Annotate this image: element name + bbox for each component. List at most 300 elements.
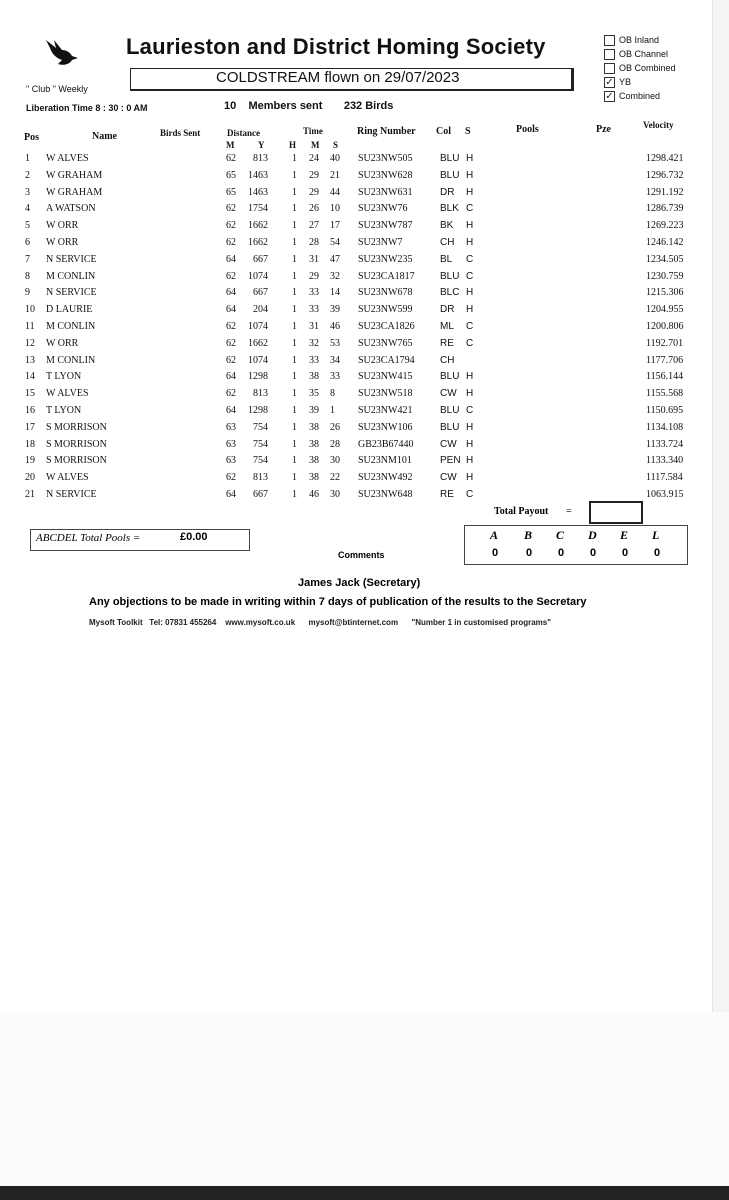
cell-s: H <box>466 220 474 232</box>
table-row <box>0 338 712 355</box>
cell-velocity: 1286.739 <box>646 203 684 215</box>
cell-ring: SU23NW631 <box>358 186 413 198</box>
cell-dist-m: 64 <box>226 304 236 316</box>
cell-time-s: 40 <box>330 153 340 164</box>
table-row <box>0 220 712 237</box>
cell-ring: SU23NW599 <box>358 304 413 316</box>
cell-dist-y: 813 <box>253 472 268 484</box>
cell-time-h: 1 <box>292 304 297 316</box>
cell-col: BLU <box>440 371 460 383</box>
cell-s: H <box>466 287 474 299</box>
table-row <box>0 439 712 456</box>
pool-letter: D <box>588 528 597 542</box>
cell-dist-m: 64 <box>226 405 236 416</box>
table-row <box>0 203 712 220</box>
society-title: Laurieston and District Homing Society <box>126 34 546 59</box>
cell-col: BLU <box>440 153 460 164</box>
cell-col: BLU <box>440 405 460 416</box>
cell-name: S MORRISON <box>46 455 107 467</box>
cell-ring: SU23NW505 <box>358 153 413 164</box>
cell-ring: SU23NW787 <box>358 220 413 232</box>
cell-ring: SU23NW518 <box>358 388 413 400</box>
cell-s: C <box>466 203 474 215</box>
header-pze: Pze <box>596 124 611 135</box>
cell-dist-m: 63 <box>226 455 236 467</box>
cell-col: BL <box>440 253 453 265</box>
pool-value: 0 <box>654 547 661 559</box>
cell-name: D LAURIE <box>46 304 93 316</box>
cell-s: H <box>466 237 474 248</box>
option-yb[interactable]: ✓ YB <box>605 76 632 88</box>
cell-pos: 14 <box>25 371 35 383</box>
cell-velocity: 1117.584 <box>646 472 683 484</box>
cell-dist-y: 667 <box>253 287 268 299</box>
option-ob-channel[interactable]: OB Channel <box>604 47 676 61</box>
cell-time-h: 1 <box>292 203 297 215</box>
cell-ring: SU23NW7 <box>358 237 403 248</box>
cell-dist-y: 204 <box>253 304 268 316</box>
members-sent: 10 Members sent 232 Birds <box>224 100 394 112</box>
cell-velocity: 1133.340 <box>646 455 684 467</box>
pool-letter: B <box>524 528 533 542</box>
cell-time-s: 22 <box>330 472 340 484</box>
cell-pos: 4 <box>25 203 30 215</box>
cell-col: BLU <box>440 169 460 181</box>
cell-velocity: 1155.568 <box>646 388 684 400</box>
cell-pos: 13 <box>25 354 35 366</box>
cell-col: CH <box>440 237 455 248</box>
cell-velocity: 1234.505 <box>646 253 684 265</box>
cell-dist-y: 813 <box>253 153 268 164</box>
cell-dist-y: 1662 <box>248 237 268 248</box>
pool-value: 0 <box>622 547 629 559</box>
cell-time-m: 31 <box>309 253 319 265</box>
cell-pos: 8 <box>25 270 30 282</box>
cell-velocity: 1215.306 <box>646 287 684 299</box>
cell-time-m: 28 <box>309 237 319 248</box>
option-combined[interactable]: ✓ Combined <box>605 90 661 102</box>
cell-dist-y: 1754 <box>248 203 268 215</box>
cell-name: W GRAHAM <box>46 186 103 198</box>
cell-time-m: 46 <box>309 489 319 500</box>
table-row <box>0 170 712 187</box>
cell-time-m: 33 <box>309 287 319 299</box>
cell-ring: SU23NW492 <box>358 472 413 484</box>
cell-s: C <box>466 253 474 265</box>
cell-col: DR <box>440 186 455 198</box>
cell-time-s: 30 <box>330 455 340 467</box>
total-payout-box <box>589 501 643 524</box>
cell-time-s: 1 <box>330 405 335 416</box>
header-time: Time <box>303 126 323 136</box>
pool-value: 0 <box>492 547 499 559</box>
header-name: Name <box>92 131 117 142</box>
cell-time-s: 14 <box>330 287 340 299</box>
checkbox[interactable] <box>604 49 615 60</box>
cell-velocity: 1269.223 <box>646 220 684 232</box>
cell-time-h: 1 <box>292 388 297 400</box>
cell-col: ML <box>440 321 454 332</box>
cell-dist-y: 754 <box>253 438 268 450</box>
cell-dist-m: 62 <box>226 153 236 164</box>
cell-pos: 12 <box>25 337 35 349</box>
header-birds-sent: Birds Sent <box>160 128 201 138</box>
header-col: Col <box>436 126 451 137</box>
cell-s: C <box>466 270 474 282</box>
cell-velocity: 1134.108 <box>646 421 684 433</box>
cell-name: W ORR <box>46 337 79 349</box>
table-row <box>0 388 712 405</box>
table-row <box>0 472 712 489</box>
cell-velocity: 1291.192 <box>646 186 684 198</box>
cell-ring: SU23NW648 <box>358 489 413 500</box>
option-ob-inland[interactable]: OB Inland <box>604 33 676 47</box>
cell-name: N SERVICE <box>46 253 97 265</box>
checkbox[interactable] <box>604 35 615 46</box>
page-edge <box>712 0 729 1012</box>
table-row <box>0 254 712 271</box>
cell-ring: SU23NM101 <box>358 455 412 467</box>
cell-col: CW <box>440 472 457 484</box>
cell-dist-y: 667 <box>253 253 268 265</box>
cell-time-m: 26 <box>309 203 319 215</box>
cell-dist-y: 1662 <box>248 220 268 232</box>
cell-ring: SU23NW678 <box>358 287 413 299</box>
cell-name: W ALVES <box>46 472 89 484</box>
objections-note: Any objections to be made in writing within 7 days of publication of the results to the Secretary <box>89 596 587 608</box>
cell-time-s: 39 <box>330 304 340 316</box>
club-label: " Club " Weekly <box>26 84 88 94</box>
pools-total-label: ABCDEL Total Pools = <box>36 532 141 544</box>
table-row <box>0 321 712 338</box>
pool-letter: A <box>490 528 499 542</box>
cell-time-m: 38 <box>309 421 319 433</box>
scan-edge <box>0 1186 729 1200</box>
cell-s: H <box>466 388 474 400</box>
cell-velocity: 1204.955 <box>646 304 684 316</box>
cell-dist-y: 1298 <box>248 405 268 416</box>
option-ob-combined[interactable]: OB Combined <box>604 61 676 75</box>
cell-time-h: 1 <box>292 270 297 282</box>
cell-col: PEN <box>440 455 461 467</box>
table-row <box>0 271 712 288</box>
cell-col: RE <box>440 337 454 349</box>
cell-dist-y: 667 <box>253 489 268 500</box>
cell-time-s: 46 <box>330 321 340 332</box>
cell-ring: SU23NW415 <box>358 371 413 383</box>
table-row <box>0 237 712 254</box>
cell-name: W ORR <box>46 237 79 248</box>
cell-time-m: 29 <box>309 169 319 181</box>
checkbox[interactable]: ✓ <box>605 90 614 102</box>
cell-pos: 21 <box>25 489 35 500</box>
cell-name: N SERVICE <box>46 287 97 299</box>
cell-name: M CONLIN <box>46 321 96 332</box>
cell-pos: 2 <box>25 169 30 181</box>
cell-velocity: 1230.759 <box>646 270 684 282</box>
cell-ring: SU23CA1817 <box>358 270 415 282</box>
cell-time-h: 1 <box>292 371 297 383</box>
cell-dist-m: 63 <box>226 438 236 450</box>
cell-velocity: 1150.695 <box>646 405 684 416</box>
pigeon-icon <box>44 36 80 68</box>
header-pools: Pools <box>516 124 539 135</box>
cell-time-h: 1 <box>292 405 297 416</box>
cell-ring: GB23B67440 <box>358 438 414 450</box>
cell-dist-m: 62 <box>226 220 236 232</box>
pools-total-value: £0.00 <box>180 531 208 543</box>
cell-col: RE <box>440 489 454 500</box>
cell-time-m: 27 <box>309 220 319 232</box>
cell-s: C <box>466 337 474 349</box>
header-dist-m: M <box>226 140 235 150</box>
table-row <box>0 371 712 388</box>
cell-dist-y: 1463 <box>248 186 268 198</box>
cell-dist-m: 62 <box>226 321 236 332</box>
cell-time-h: 1 <box>292 153 297 164</box>
cell-s: H <box>466 472 474 484</box>
cell-s: H <box>466 169 474 181</box>
header-time-m: M <box>311 140 320 150</box>
cell-dist-m: 62 <box>226 388 236 400</box>
cell-time-m: 32 <box>309 337 319 349</box>
cell-dist-m: 62 <box>226 270 236 282</box>
cell-col: BLK <box>440 203 459 215</box>
cell-time-m: 35 <box>309 388 319 400</box>
header-time-h: H <box>289 140 297 150</box>
cell-time-m: 38 <box>309 371 319 383</box>
cell-dist-y: 754 <box>253 421 268 433</box>
cell-col: CW <box>440 438 457 450</box>
cell-time-s: 10 <box>330 203 340 215</box>
cell-dist-y: 1662 <box>248 337 268 349</box>
cell-time-h: 1 <box>292 337 297 349</box>
secretary: James Jack (Secretary) <box>298 577 421 589</box>
cell-time-s: 26 <box>330 421 340 433</box>
cell-time-s: 30 <box>330 489 340 500</box>
cell-time-s: 21 <box>330 169 340 181</box>
table-row <box>0 304 712 321</box>
pool-value: 0 <box>590 547 597 559</box>
cell-time-h: 1 <box>292 186 297 198</box>
cell-time-m: 29 <box>309 186 319 198</box>
cell-time-s: 8 <box>330 388 335 400</box>
cell-ring: SU23NW765 <box>358 337 413 349</box>
cell-s: H <box>466 371 474 383</box>
cell-s: H <box>466 438 474 450</box>
header-velocity: Velocity <box>643 120 674 130</box>
cell-s: C <box>466 405 474 416</box>
cell-dist-m: 63 <box>226 421 236 433</box>
cell-velocity: 1192.701 <box>646 337 684 349</box>
table-row <box>0 422 712 439</box>
cell-time-m: 24 <box>309 153 319 164</box>
cell-name: M CONLIN <box>46 270 96 282</box>
cell-dist-m: 62 <box>226 203 236 215</box>
cell-time-h: 1 <box>292 287 297 299</box>
cell-col: BLU <box>440 421 460 433</box>
cell-s: H <box>466 153 474 164</box>
cell-time-h: 1 <box>292 421 297 433</box>
cell-ring: SU23NW235 <box>358 253 413 265</box>
cell-col: BLU <box>440 270 460 282</box>
cell-pos: 11 <box>25 321 35 332</box>
cell-ring: SU23NW76 <box>358 203 408 215</box>
table-row <box>0 187 712 204</box>
cell-time-h: 1 <box>292 237 297 248</box>
cell-s: H <box>466 186 474 198</box>
cell-time-s: 28 <box>330 438 340 450</box>
footer: Mysoft Toolkit Tel: 07831 455264 www.mysoft.co.uk mysoft@btinternet.com "Number 1 in customised programs" <box>89 618 552 627</box>
cell-dist-m: 62 <box>226 472 236 484</box>
cell-time-s: 53 <box>330 337 340 349</box>
cell-pos: 5 <box>25 220 30 232</box>
cell-velocity: 1063.915 <box>646 489 684 500</box>
cell-time-m: 38 <box>309 438 319 450</box>
cell-time-s: 32 <box>330 270 340 282</box>
cell-name: S MORRISON <box>46 438 107 450</box>
scan-margin <box>0 1012 729 1200</box>
cell-time-h: 1 <box>292 169 297 181</box>
checkbox[interactable]: ✓ <box>605 76 614 88</box>
cell-dist-y: 1074 <box>248 321 268 332</box>
cell-pos: 17 <box>25 421 35 433</box>
cell-time-m: 31 <box>309 321 319 332</box>
checkbox[interactable] <box>604 63 615 74</box>
race-type-options <box>604 33 676 103</box>
cell-time-h: 1 <box>292 321 297 332</box>
cell-dist-y: 1298 <box>248 371 268 383</box>
cell-name: N SERVICE <box>46 489 97 500</box>
cell-s: H <box>466 421 474 433</box>
cell-s: H <box>466 304 474 316</box>
cell-velocity: 1246.142 <box>646 237 684 248</box>
table-row <box>0 153 712 170</box>
pool-value: 0 <box>526 547 533 559</box>
cell-velocity: 1200.806 <box>646 321 684 332</box>
header-ring: Ring Number <box>357 126 416 137</box>
cell-time-m: 38 <box>309 455 319 467</box>
cell-time-h: 1 <box>292 489 297 500</box>
cell-dist-m: 64 <box>226 253 236 265</box>
cell-velocity: 1177.706 <box>646 354 684 366</box>
comments-label: Comments <box>338 550 385 560</box>
cell-dist-m: 62 <box>226 237 236 248</box>
race-title: COLDSTREAM flown on 29/07/2023 <box>216 69 460 86</box>
cell-ring: SU23NW106 <box>358 421 413 433</box>
cell-velocity: 1156.144 <box>646 371 684 383</box>
pool-letter: L <box>652 528 660 542</box>
cell-dist-m: 64 <box>226 489 236 500</box>
cell-pos: 16 <box>25 405 35 416</box>
cell-pos: 10 <box>25 304 35 316</box>
cell-ring: SU23NW628 <box>358 169 413 181</box>
header-dist-y: Y <box>258 140 265 150</box>
cell-dist-y: 754 <box>253 455 268 467</box>
cell-pos: 1 <box>25 153 30 164</box>
cell-col: CW <box>440 388 457 400</box>
cell-time-s: 44 <box>330 186 340 198</box>
cell-time-m: 33 <box>309 304 319 316</box>
cell-name: W GRAHAM <box>46 169 103 181</box>
cell-dist-m: 65 <box>226 169 236 181</box>
cell-pos: 3 <box>25 186 30 198</box>
cell-velocity: 1296.732 <box>646 169 684 181</box>
liberation-time: Liberation Time 8 : 30 : 0 AM <box>26 103 148 113</box>
cell-velocity: 1298.421 <box>646 153 684 164</box>
cell-time-s: 17 <box>330 220 340 232</box>
cell-time-h: 1 <box>292 472 297 484</box>
cell-dist-y: 1074 <box>248 270 268 282</box>
pool-letter: C <box>556 528 565 542</box>
cell-velocity: 1133.724 <box>646 438 684 450</box>
total-payout-eq: = <box>566 506 572 517</box>
table-row <box>0 287 712 304</box>
cell-dist-m: 62 <box>226 337 236 349</box>
header-pos: Pos <box>24 132 39 143</box>
cell-pos: 19 <box>25 455 35 467</box>
cell-dist-m: 62 <box>226 354 236 366</box>
cell-time-m: 29 <box>309 270 319 282</box>
header-distance: Distance <box>227 128 260 138</box>
cell-time-s: 54 <box>330 237 340 248</box>
cell-dist-y: 813 <box>253 388 268 400</box>
table-row <box>0 355 712 372</box>
cell-time-m: 38 <box>309 472 319 484</box>
cell-time-s: 33 <box>330 371 340 383</box>
table-row <box>0 455 712 472</box>
cell-ring: SU23CA1794 <box>358 354 415 366</box>
cell-ring: SU23NW421 <box>358 405 413 416</box>
cell-time-s: 47 <box>330 253 340 265</box>
cell-pos: 7 <box>25 253 30 265</box>
cell-dist-m: 64 <box>226 287 236 299</box>
cell-name: T LYON <box>46 405 82 416</box>
cell-col: CH <box>440 354 455 366</box>
total-payout-label: Total Payout <box>494 506 549 517</box>
pool-value: 0 <box>558 547 565 559</box>
pool-letter: E <box>620 528 629 542</box>
cell-dist-y: 1463 <box>248 169 268 181</box>
cell-pos: 20 <box>25 472 35 484</box>
cell-s: C <box>466 321 474 332</box>
cell-pos: 15 <box>25 388 35 400</box>
cell-dist-y: 1074 <box>248 354 268 366</box>
cell-time-h: 1 <box>292 220 297 232</box>
cell-time-h: 1 <box>292 354 297 366</box>
cell-name: M CONLIN <box>46 354 96 366</box>
cell-pos: 18 <box>25 438 35 450</box>
cell-name: S MORRISON <box>46 421 107 433</box>
cell-pos: 6 <box>25 237 30 248</box>
cell-name: A WATSON <box>46 203 96 215</box>
cell-time-s: 34 <box>330 354 340 366</box>
cell-s: C <box>466 489 474 500</box>
cell-pos: 9 <box>25 287 30 299</box>
cell-col: BK <box>440 220 454 232</box>
header-time-s: S <box>333 140 339 150</box>
cell-name: T LYON <box>46 371 82 383</box>
cell-name: W ORR <box>46 220 79 232</box>
table-row <box>0 405 712 422</box>
cell-dist-m: 64 <box>226 371 236 383</box>
cell-time-h: 1 <box>292 253 297 265</box>
cell-time-h: 1 <box>292 455 297 467</box>
header-s: S <box>465 126 471 137</box>
cell-col: BLC <box>440 287 460 299</box>
cell-time-h: 1 <box>292 438 297 450</box>
cell-time-m: 33 <box>309 354 319 366</box>
